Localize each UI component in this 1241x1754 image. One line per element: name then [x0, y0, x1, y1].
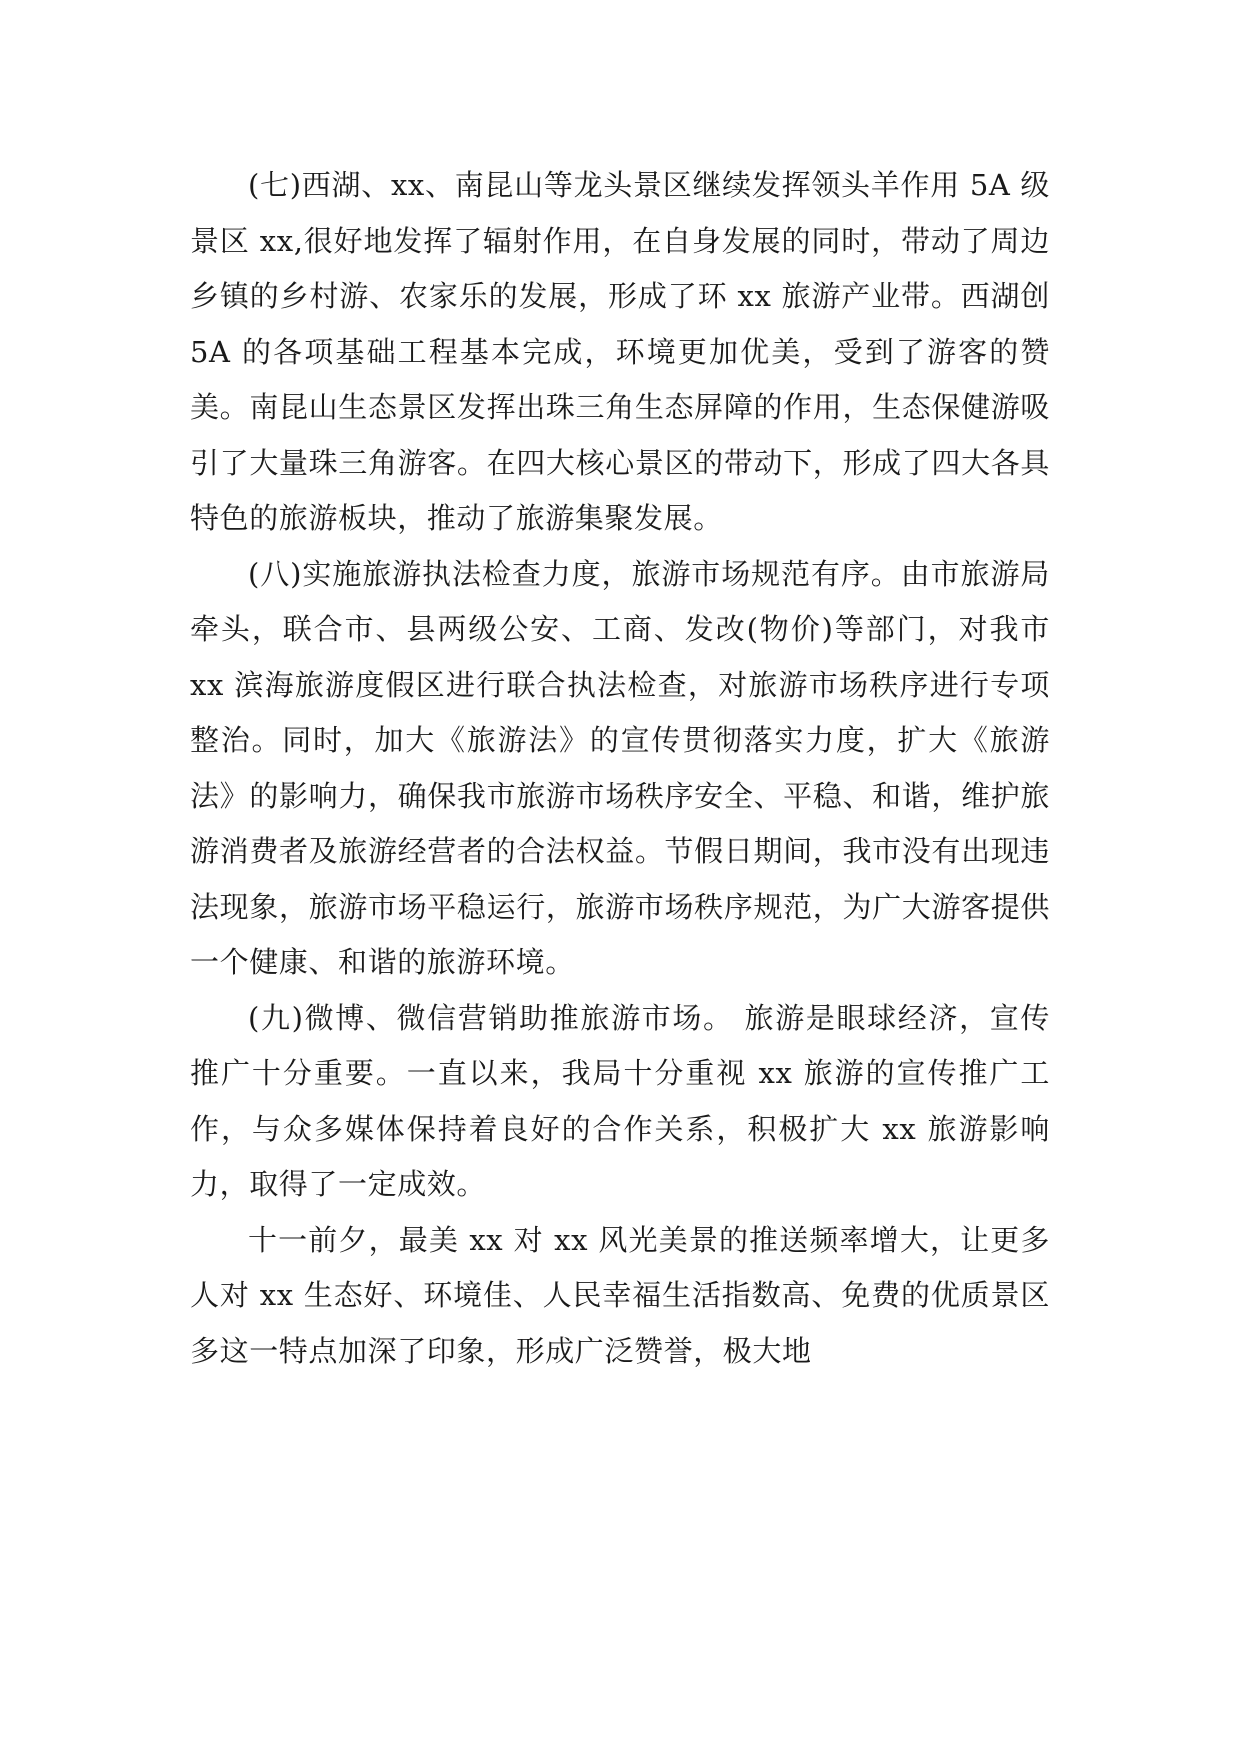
paragraph-seven: (七)西湖、xx、南昆山等龙头景区继续发挥领头羊作用 5A 级景区 xx,很好地发挥了辐射作用，在自身发展的同时，带动了周边乡镇的乡村游、农家乐的发展，形成了环 xx 旅游产业带。西湖创 5A 的各项基础工程基本完成，环境更加优美，受到了游客的赞美。南昆山生态景区发挥出珠三角生态屏障的作用，生态保健游吸引了大量珠三角游客。在四大核心景区的带动下，形成了四大各具特色的旅游板块，推动了旅游集聚发展。: [190, 168, 1050, 535]
paragraph-national-day: 十一前夕，最美 xx 对 xx 风光美景的推送频率增大，让更多人对 xx 生态好、环境佳、人民幸福生活指数高、免费的优质景区多这一特点加深了印象，形成广泛赞誉，极大地: [190, 1222, 1050, 1368]
paragraph-eight: (八)实施旅游执法检查力度，旅游市场规范有序。由市旅游局牵头，联合市、县两级公安、工商、发改(物价)等部门，对我市 xx 滨海旅游度假区进行联合执法检查，对旅游市场秩序进行专项整治。同时，加大《旅游法》的宣传贯彻落实力度，扩大《旅游法》的影响力，确保我市旅游市场秩序安全、平稳、和谐，维护旅游消费者及旅游经营者的合法权益。节假日期间，我市没有出现违法现象，旅游市场平稳运行，旅游市场秩序规范，为广大游客提供一个健康、和谐的旅游环境。: [190, 556, 1050, 979]
document-body: [190, 158, 1050, 1379]
paragraph-nine: (九)微博、微信营销助推旅游市场。 旅游是眼球经济，宣传推广十分重要。一直以来，我局十分重视 xx 旅游的宣传推广工作，与众多媒体保持着良好的合作关系，积极扩大 xx 旅游影响力，取得了一定成效。: [190, 1000, 1050, 1201]
